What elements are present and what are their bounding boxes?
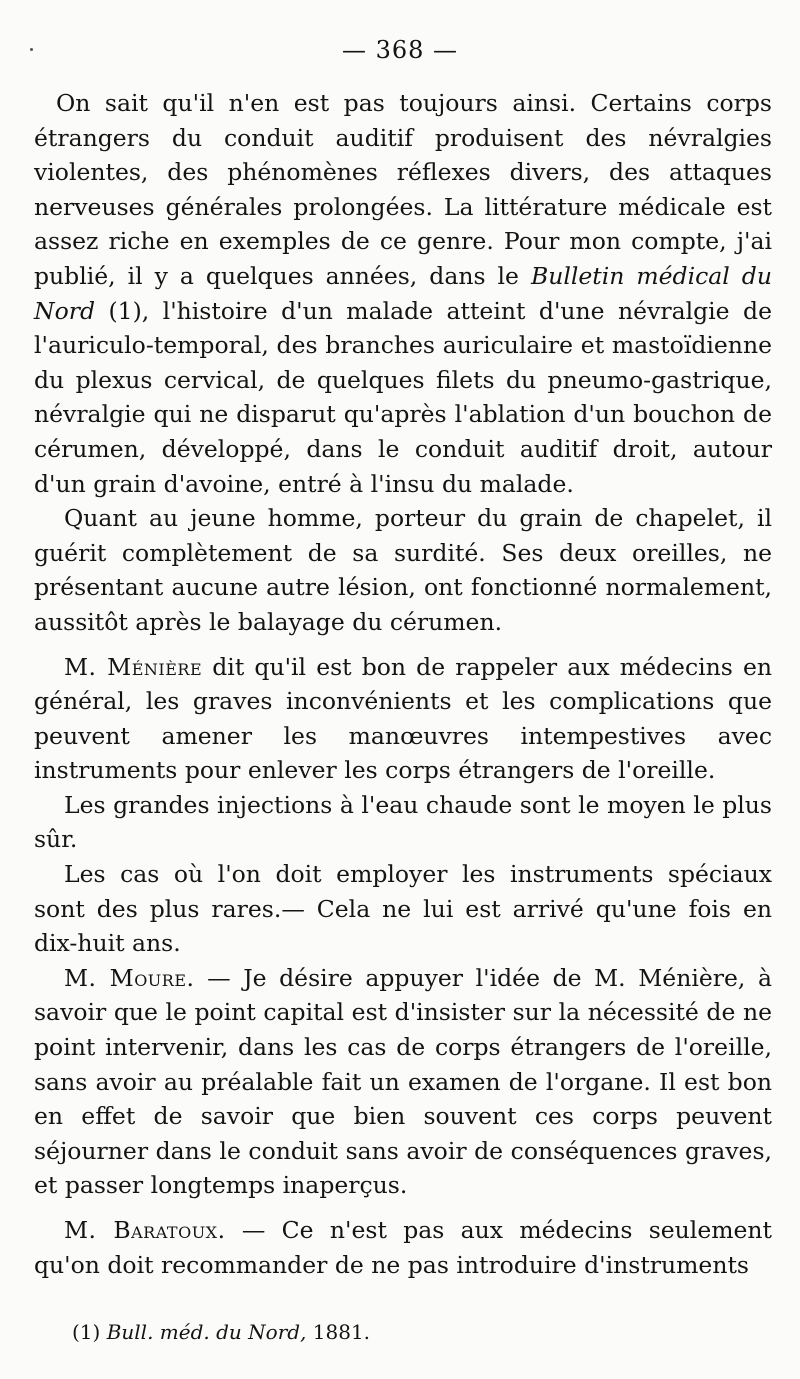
footnote-year: 1881.	[312, 1320, 371, 1344]
paragraph-instruments	[34, 857, 772, 961]
paragraph-text: On sait qu'il n'en est pas toujours ainsi. Certains corps étrangers du conduit auditif produisent des névralgies violentes, des phénomènes réflexes divers, des attaques nerveuses générales prolongées. La littérature médicale est assez riche en exemples de ce genre. Pour mon compte, j'ai publié, il y a quelques années, dans le	[34, 89, 772, 290]
paragraph-moure	[34, 961, 772, 1203]
body-text	[34, 86, 772, 1282]
footnote-journal: Bull. méd. du Nord,	[106, 1320, 307, 1344]
paragraph-meniere	[34, 650, 772, 788]
paragraph-text: Les grandes injections à l'eau chaude sont le moyen le plus sûr.	[34, 790, 772, 854]
paragraph-young-man	[34, 501, 772, 639]
paragraph-text: Quant au jeune homme, porteur du grain de chapelet, il guérit complètement de sa surdité. Ses deux oreilles, ne présentant aucune autre lésion, ont fonctionné normalement, aussitôt après le balayage du cérumen.	[34, 504, 772, 636]
speaker-name: M. Baratoux.	[64, 1216, 226, 1244]
paragraph-baratoux	[34, 1213, 772, 1282]
paragraph-text: dit qu'il est bon de rappeler aux médecins en général, les graves inconvénients et les complications que peuvent amener les manœuvres intempestives avec instruments pour enlever les corps étrangers de l'oreille.	[34, 652, 772, 785]
journal-title: Bulletin médical du Nord	[34, 261, 772, 325]
paragraph-text-cont: (1), l'histoire d'un malade atteint d'une névralgie de l'auriculo-temporal, des branches auriculaire et mastoïdienne du plexus cervical, de quelques filets du pneumo-gastrique, névralgie qui ne disparut qu'après l'ablation d'un bouchon de cérumen, développé, dans le conduit auditif droit, autour d'un grain d'avoine, entré à l'insu du malade.	[34, 296, 772, 498]
paragraph-text: Les cas où l'on doit employer les instruments spéciaux sont des plus rares.— Cela ne lui est arrivé qu'une fois en dix-huit ans.	[34, 860, 772, 958]
paragraph-text: — Je désire appuyer l'idée de M. Ménière, à savoir que le point capital est d'insister sur la nécessité de ne point intervenir, dans les cas de corps étrangers de l'oreille, sans avoir au préalable fait un examen de l'organe. Il est bon en effet de savoir que bien souvent ces corps peuvent séjourner dans le conduit sans avoir de conséquences graves, et passer longtemps inaperçus.	[34, 963, 772, 1200]
paragraph-neuralgia	[34, 86, 772, 501]
footnote	[72, 1318, 370, 1346]
speaker-name: M. Ménière	[64, 652, 203, 681]
footnote-marker: (1)	[72, 1320, 101, 1344]
paragraph-injections	[34, 788, 772, 857]
speaker-name: M. Moure.	[64, 963, 195, 992]
page-number: — 368 —	[341, 36, 459, 64]
paragraph-text: — Ce n'est pas aux médecins seulement qu'on doit recommander de ne pas introduire d'instruments	[34, 1216, 772, 1279]
